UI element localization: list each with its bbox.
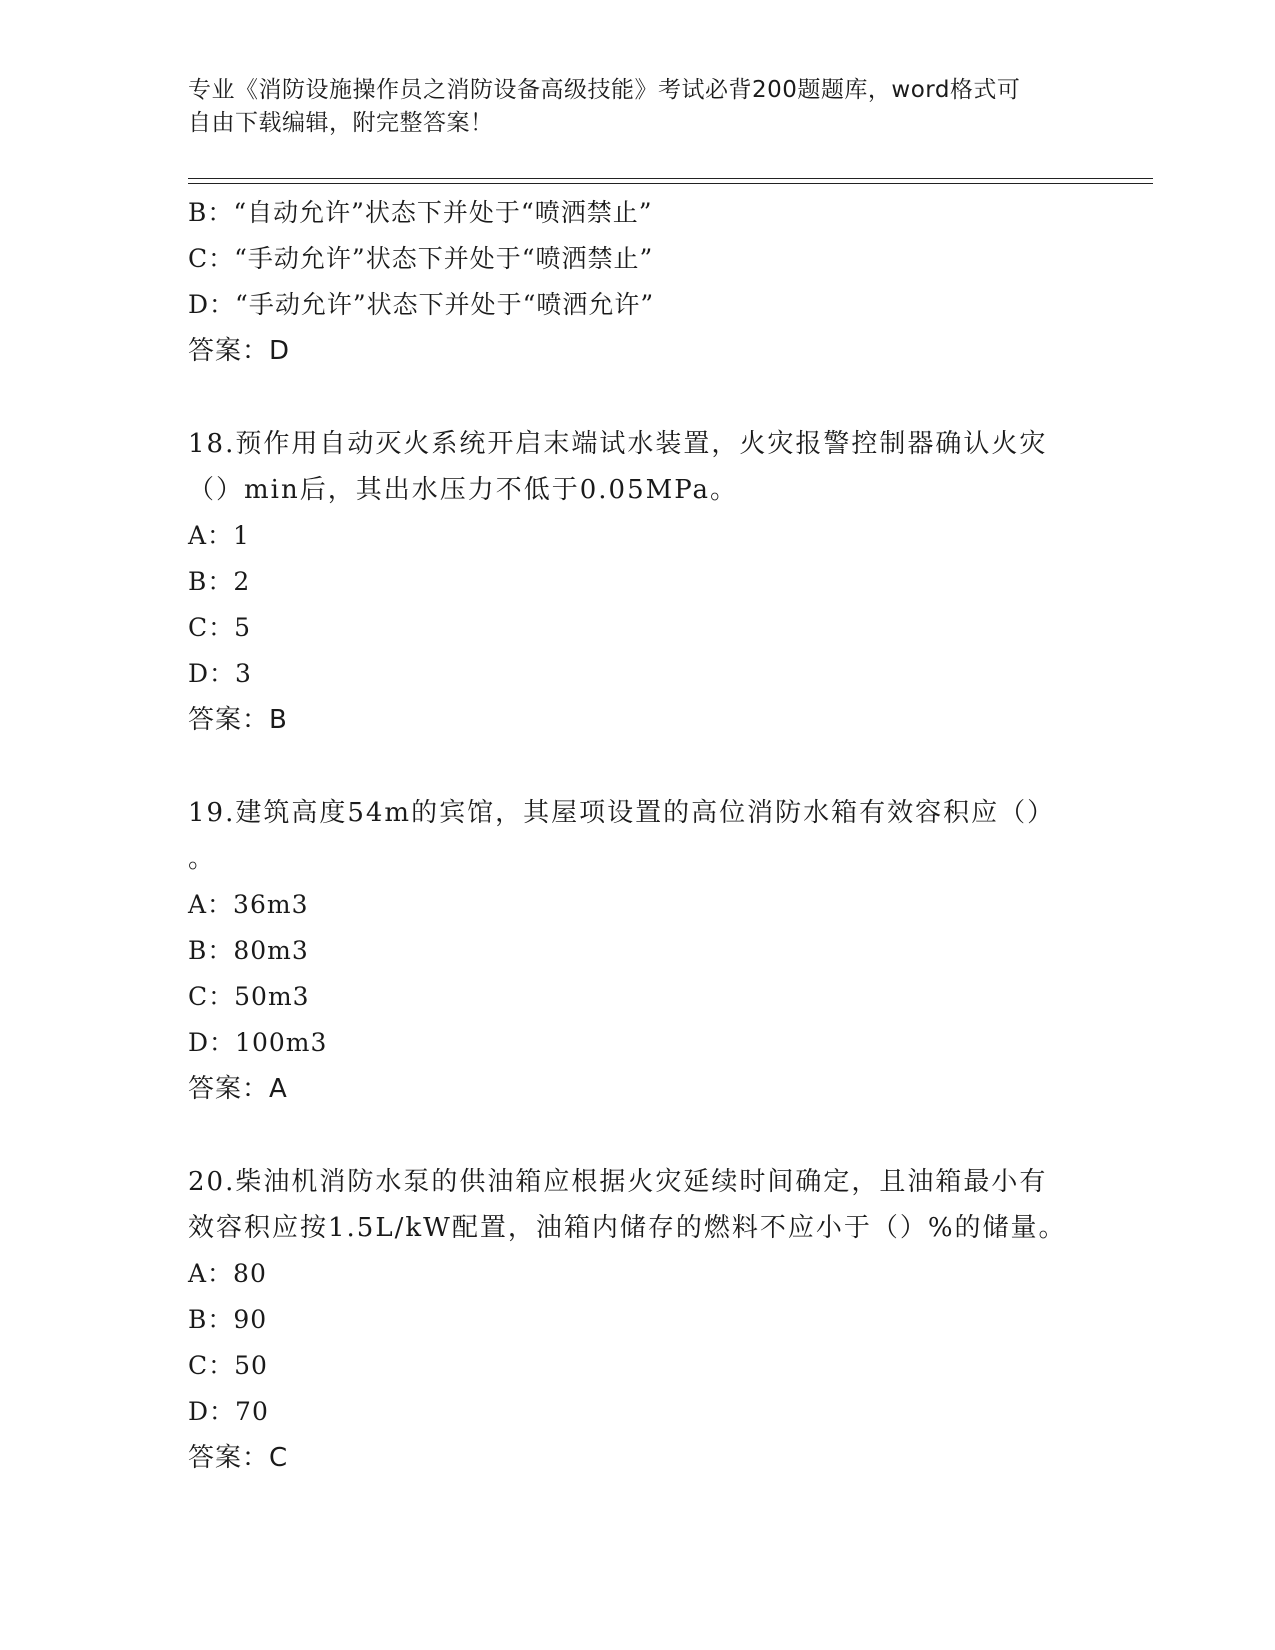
- document-header: [188, 74, 1088, 140]
- option-a: A：36m3: [188, 890, 309, 919]
- option-d: D：100m3: [188, 1028, 328, 1057]
- option-b: B：2: [188, 567, 251, 596]
- option-c: C：50m3: [188, 982, 310, 1011]
- header-line-2: 自由下载编辑，附完整答案！: [188, 110, 494, 136]
- answer-line: 答案：C: [188, 1443, 289, 1473]
- question-stem-line: 效容积应按1.5L/kW配置，油箱内储存的燃料不应小于（）%的储量。: [188, 1213, 1067, 1243]
- option-c: C：“手动允许”状态下并处于“喷洒禁止”: [188, 244, 654, 273]
- option-d: D：“手动允许”状态下并处于“喷洒允许”: [188, 290, 655, 319]
- answer-line: 答案：A: [188, 1074, 288, 1104]
- question-20: [188, 1159, 1088, 1481]
- option-b: B：90: [188, 1305, 268, 1334]
- question-stem-line: 。: [188, 844, 217, 874]
- option-b: B：80m3: [188, 936, 309, 965]
- option-d: D：3: [188, 659, 252, 688]
- option-a: A：80: [188, 1259, 267, 1288]
- question-stem-line: 18.预作用自动灭火系统开启末端试水装置，火灾报警控制器确认火灾: [188, 429, 1048, 459]
- header-divider-bottom: [188, 183, 1153, 184]
- question-list: [188, 190, 1088, 1481]
- question-18: [188, 421, 1088, 743]
- option-d: D：70: [188, 1397, 269, 1426]
- question-stem-line: 20.柴油机消防水泵的供油箱应根据火灾延续时间确定，且油箱最小有: [188, 1167, 1048, 1197]
- question-19: [188, 790, 1088, 1112]
- header-divider-top: [188, 178, 1153, 179]
- option-c: C：50: [188, 1351, 268, 1380]
- option-c: C：5: [188, 613, 252, 642]
- question-17-continued: [188, 190, 1088, 374]
- question-stem-line: （）min后，其出水压力不低于0.05MPa。: [188, 475, 739, 505]
- option-b: B：“自动允许”状态下并处于“喷洒禁止”: [188, 198, 653, 227]
- answer-line: 答案：B: [188, 705, 288, 735]
- option-a: A：1: [188, 521, 250, 550]
- question-stem-line: 19.建筑高度54m的宾馆，其屋项设置的高位消防水箱有效容积应（）: [188, 798, 1056, 828]
- header-line-1: 专业《消防设施操作员之消防设备高级技能》考试必背200题题库，word格式可: [188, 77, 1021, 103]
- answer-line: 答案：D: [188, 336, 291, 366]
